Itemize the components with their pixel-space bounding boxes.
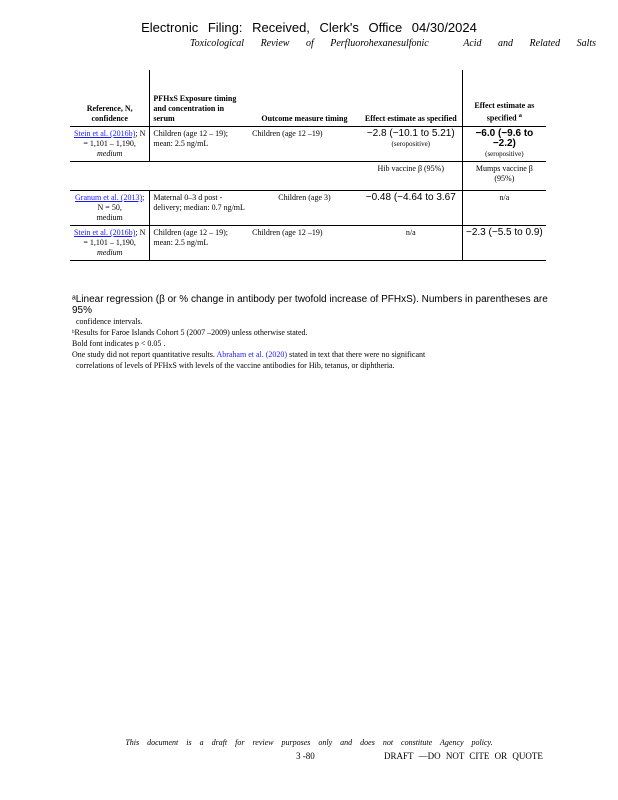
- exposure-cell: Children (age 12 – 19); mean: 2.5 ng/mL: [153, 129, 229, 148]
- effect2-note: (seropositive): [485, 150, 524, 158]
- col-header-effect1: Effect estimate as specified: [360, 70, 462, 127]
- reference-cell: [70, 191, 150, 226]
- note-correlations: correlations of levels of PFHxS with levels of the vaccine antibodies for Hib, tetanus, or diphtheria.: [76, 361, 395, 370]
- reference-detail: ; N = 50,: [97, 193, 145, 212]
- page-number: 3 -80: [296, 751, 315, 761]
- note-study-text-2: stated in text that there were no significant: [289, 350, 426, 359]
- col-header-effect2: [462, 70, 546, 127]
- running-header: [190, 38, 596, 49]
- table-header-row: [70, 70, 546, 127]
- table-subheader-row: [70, 162, 546, 191]
- running-title: Toxicological Review of Perfluorohexanesulfonic: [190, 38, 429, 49]
- reference-cell: [70, 226, 150, 261]
- effect1-cell: [360, 191, 462, 226]
- note-regression-cont: confidence intervals.: [76, 317, 143, 326]
- confidence-label: medium: [97, 149, 123, 158]
- note-study-text: One study did not report quantitative results.: [72, 350, 215, 359]
- confidence-label: medium: [96, 213, 123, 222]
- draft-notice: DRAFT —DO NOT CITE OR QUOTE: [384, 751, 543, 761]
- effect1-value: −0.48 (−4.64 to 3.67: [365, 192, 456, 203]
- table-row: [70, 191, 546, 226]
- citation-link[interactable]: Stein et al. (2016b): [74, 129, 136, 138]
- effect2-value: −2.3 (−5.5 to 0.9): [466, 227, 543, 238]
- effect2-value: −6.0 (−9.6 to −2.2): [475, 128, 534, 149]
- col-header-effect2-sup: a: [518, 112, 522, 120]
- outcome-cell: Children (age 12 –19): [252, 129, 323, 138]
- reference-cell: [70, 127, 150, 162]
- note-study: [72, 349, 552, 360]
- effect2-cell: [462, 226, 546, 261]
- table-row: [70, 226, 546, 261]
- citation-link[interactable]: Stein et al. (2016b): [74, 228, 136, 237]
- note-bold: Bold font indicates p < 0.05 .: [72, 339, 166, 348]
- effect1-cell: n/a: [360, 226, 462, 261]
- effect2-cell: [462, 127, 546, 162]
- subheader-effect1: Hib vaccine β (95%): [360, 162, 462, 191]
- effect1-cell: [360, 127, 462, 162]
- col-header-effect2-label: Effect estimate as specified: [474, 101, 535, 123]
- filing-banner: Electronic Filing: Received, Clerk's Office 04/30/2024: [141, 20, 477, 35]
- note-results: ᵇResults for Faroe Islands Cohort 5 (2007 –2009) unless otherwise stated.: [72, 328, 308, 337]
- table-row: [70, 127, 546, 162]
- effect1-note: (seropositive): [391, 140, 431, 148]
- running-title-tail: Acid and Related Salts: [463, 38, 597, 49]
- effect2-cell: n/a: [462, 191, 546, 226]
- citation-link[interactable]: Granum et al. (2013): [75, 193, 143, 202]
- col-header-exposure: PFHxS Exposure timing and concentration in serum: [150, 70, 249, 127]
- citation-link[interactable]: Abraham et al. (2020): [216, 350, 288, 359]
- note-regression: ᵃLinear regression (β or % change in antibody per twofold increase of PFHxS). Numbers in parentheses are 95%: [72, 294, 548, 316]
- outcome-cell: Children (age 12 –19): [249, 226, 360, 261]
- outcome-cell: Children (age 3): [249, 191, 360, 226]
- exposure-cell: Maternal 0–3 d post -delivery; median: 0.7 ng/mL: [150, 191, 249, 226]
- results-table: [70, 70, 546, 261]
- footer-disclaimer: This document is a draft for review purposes only and does not constitute Agency policy.: [125, 738, 493, 747]
- subheader-effect2: Mumps vaccine β (95%): [462, 162, 546, 191]
- confidence-label: medium: [97, 248, 123, 257]
- table-notes: [72, 294, 552, 371]
- reference-detail: ; N = 1,101 – 1,190,: [83, 228, 146, 247]
- col-header-reference: Reference, N, confidence: [70, 70, 150, 127]
- exposure-cell: Children (age 12 – 19); mean: 2.5 ng/mL: [150, 226, 249, 261]
- effect1-value: −2.8 (−10.1 to 5.21): [366, 128, 455, 139]
- reference-detail: ; N = 1,101 – 1,190,: [83, 129, 146, 148]
- col-header-outcome: Outcome measure timing: [249, 70, 360, 127]
